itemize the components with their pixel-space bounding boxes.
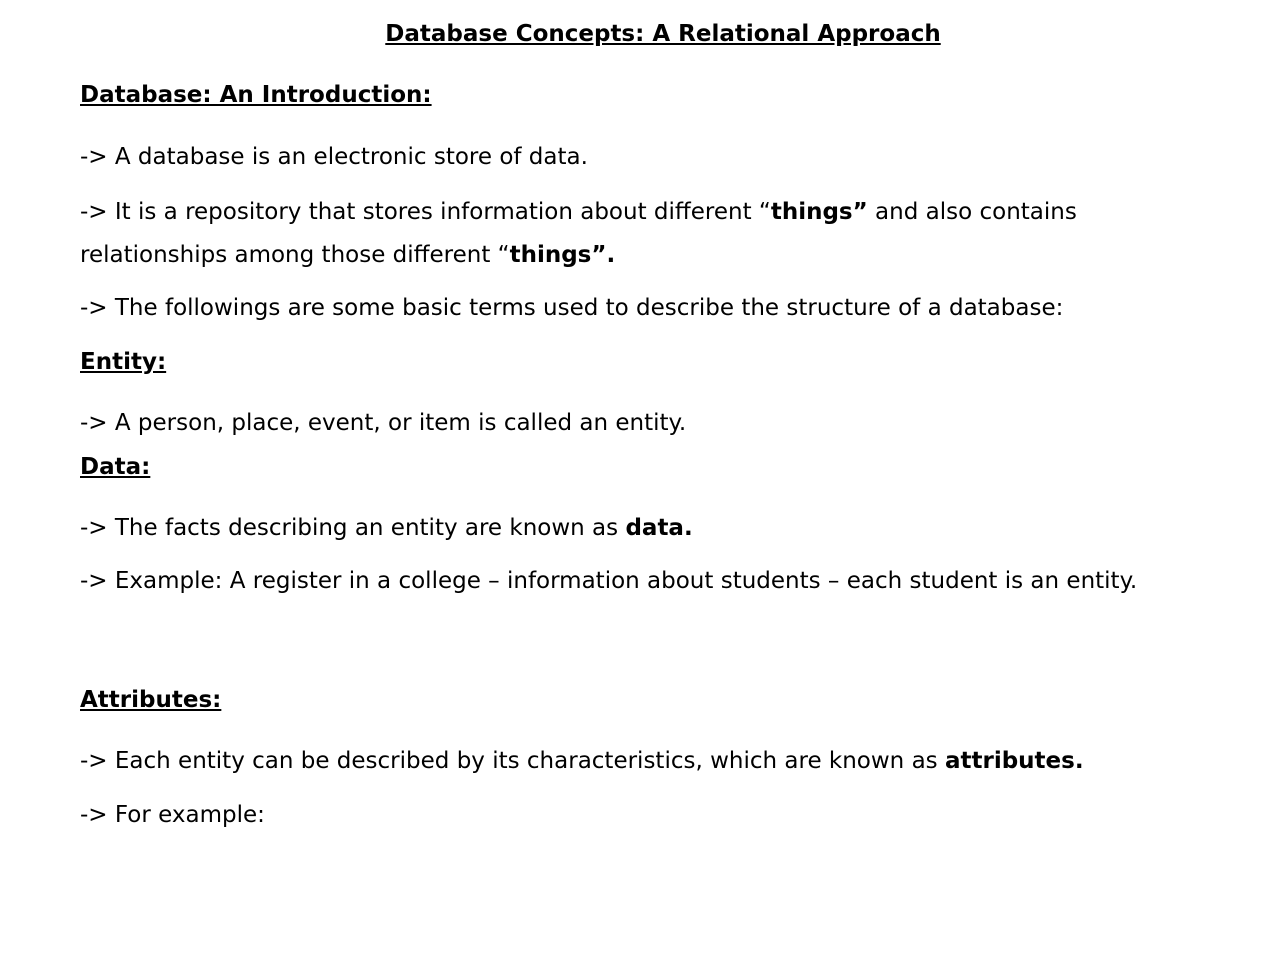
intro-p2-text-a: -> It is a repository that stores information about different “ bbox=[80, 199, 771, 225]
intro-paragraph-1: -> A database is an electronic store of data. bbox=[80, 144, 588, 170]
intro-paragraph-2 bbox=[80, 198, 1077, 226]
document-title: Database Concepts: A Relational Approach bbox=[385, 21, 941, 47]
data-paragraph-2: -> Example: A register in a college – information about students – each student is an entity. bbox=[80, 568, 1138, 594]
data-p1-text: -> The facts describing an entity are known as bbox=[80, 515, 626, 541]
intro-paragraph-3: -> The followings are some basic terms used to describe the structure of a database: bbox=[80, 295, 1064, 321]
entity-paragraph-1: -> A person, place, event, or item is called an entity. bbox=[80, 410, 687, 436]
entity-heading: Entity: bbox=[80, 349, 167, 375]
intro-paragraph-2-continued bbox=[80, 241, 615, 269]
intro-heading: Database: An Introduction: bbox=[80, 82, 432, 108]
attributes-paragraph-2: -> For example: bbox=[80, 802, 265, 828]
intro-p2-bold: things” bbox=[770, 199, 868, 225]
attributes-p1-bold: attributes. bbox=[944, 748, 1084, 774]
attributes-paragraph-1 bbox=[80, 747, 1084, 775]
intro-p3-text-a: relationships among those different “ bbox=[80, 242, 510, 268]
data-p1-bold: data. bbox=[625, 515, 693, 541]
attributes-p1-text: -> Each entity can be described by its characteristics, which are known as bbox=[80, 748, 945, 774]
data-heading: Data: bbox=[80, 454, 151, 480]
intro-p2-text-c: and also contains bbox=[867, 199, 1077, 225]
data-paragraph-1 bbox=[80, 514, 693, 542]
intro-p3-bold: things”. bbox=[509, 242, 616, 268]
attributes-heading: Attributes: bbox=[80, 687, 222, 713]
